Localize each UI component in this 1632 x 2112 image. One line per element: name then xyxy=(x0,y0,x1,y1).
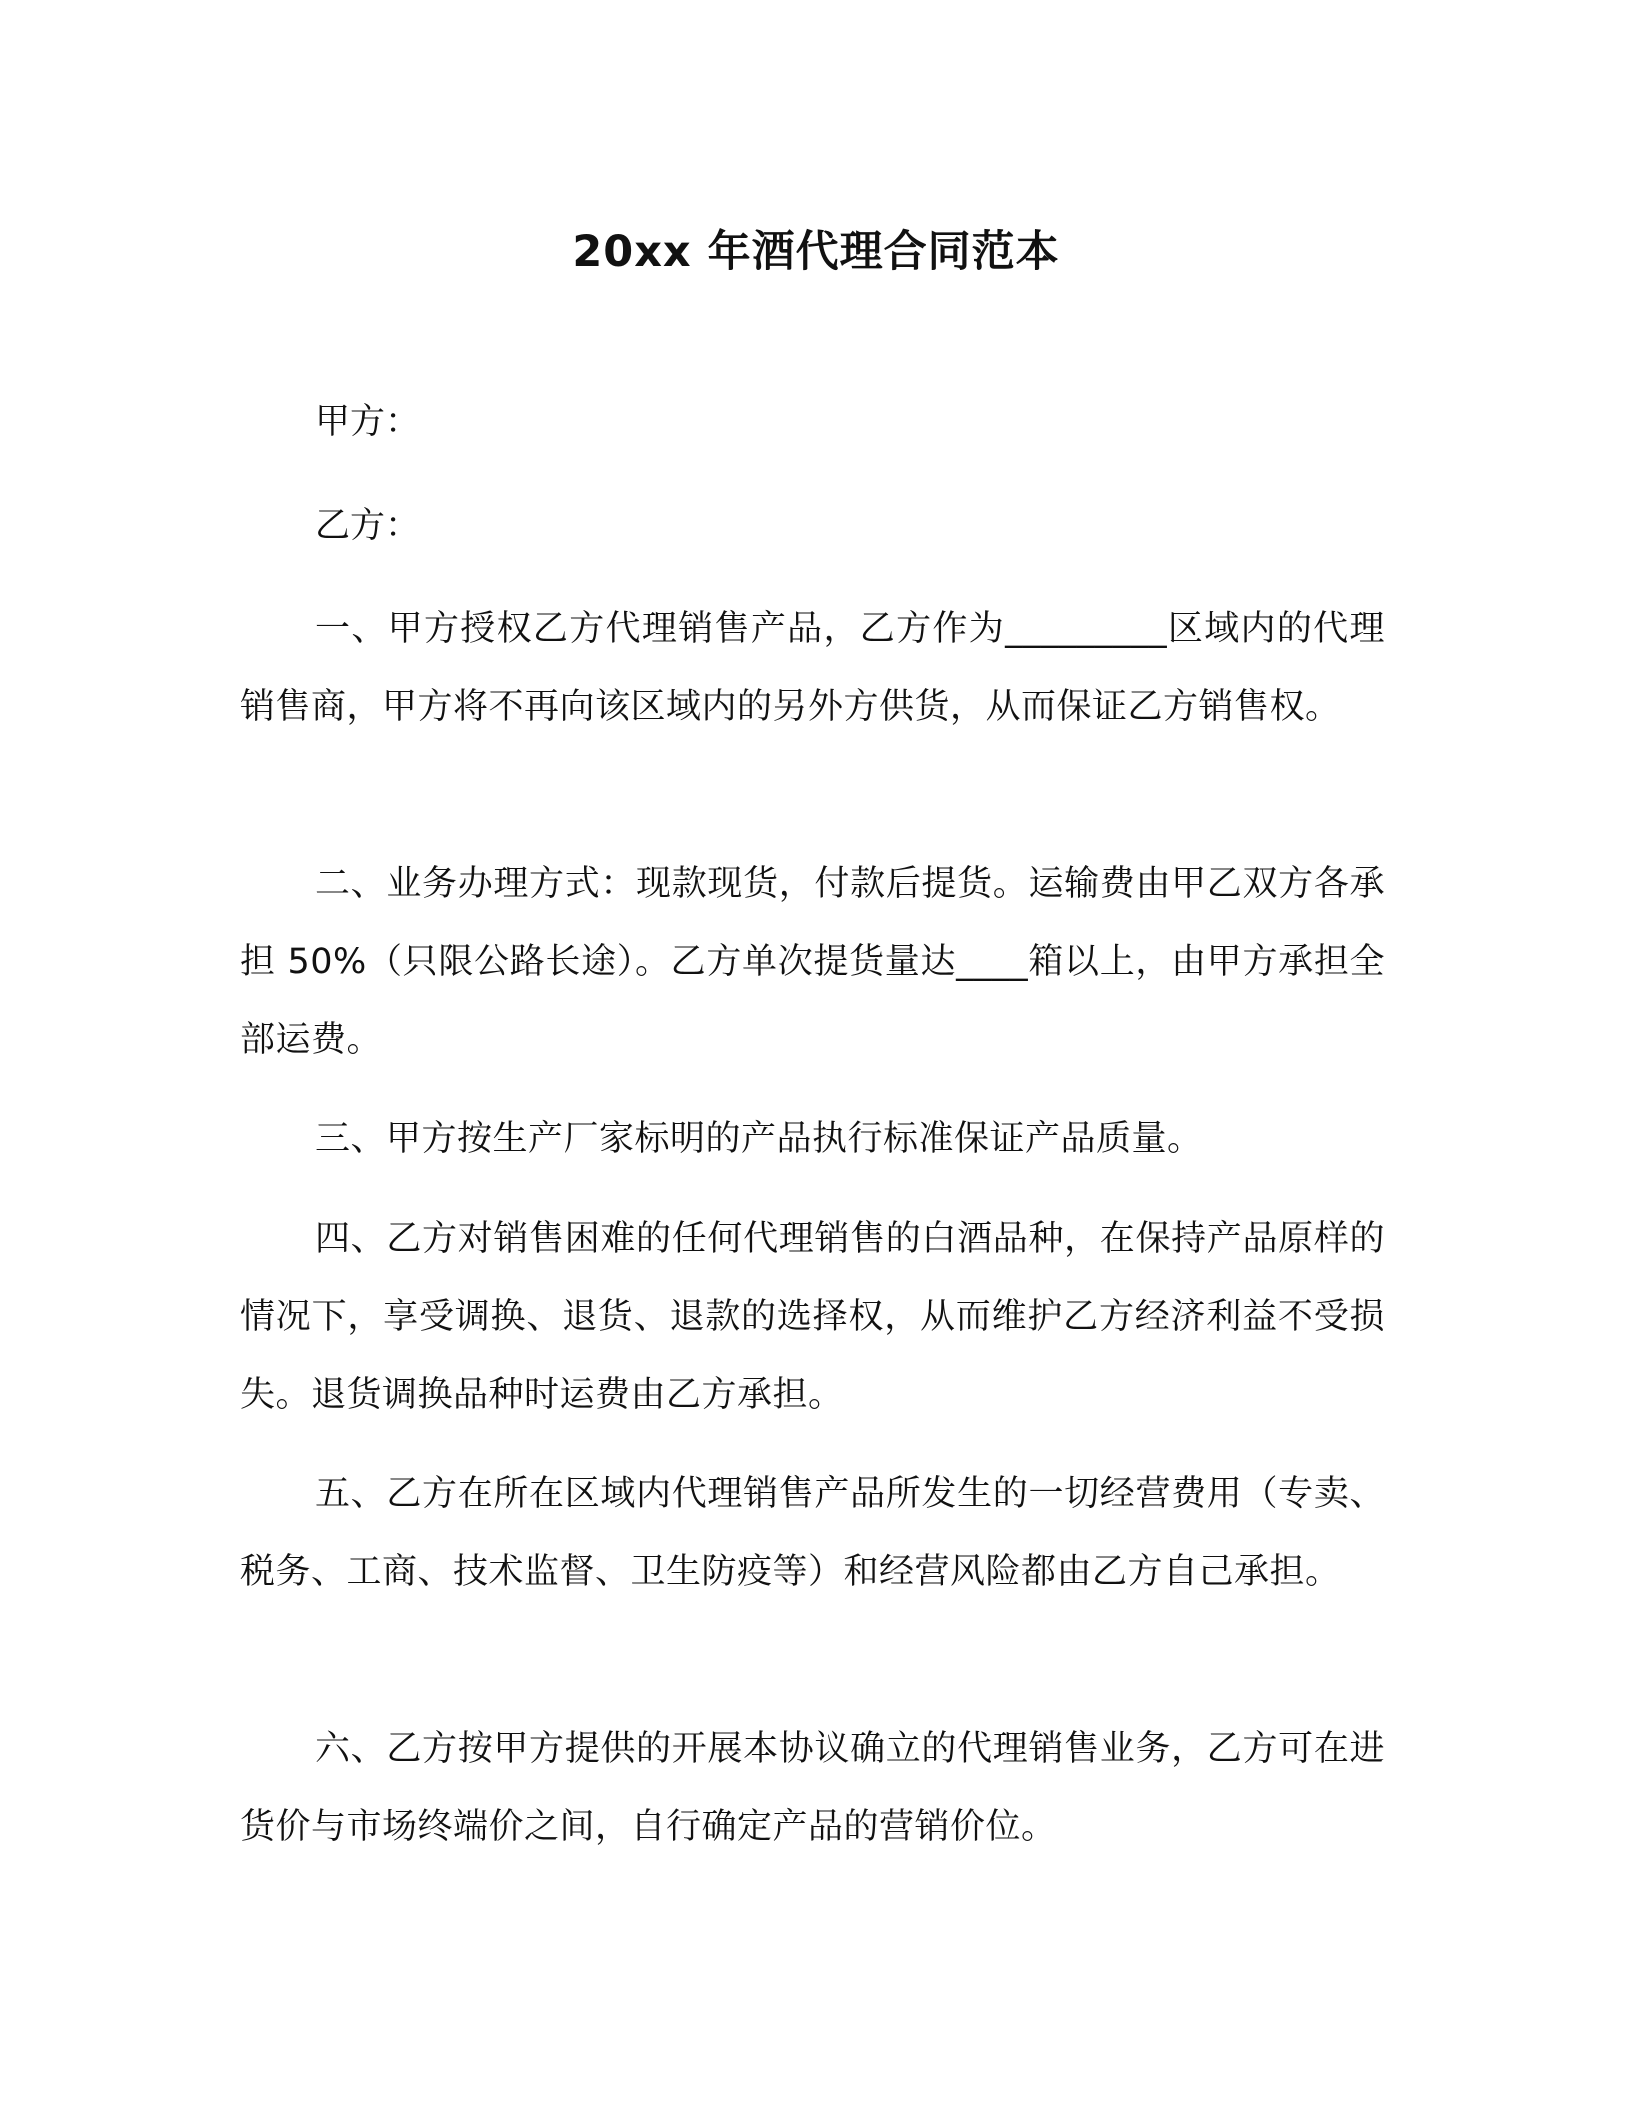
clause-4: 四、乙方对销售困难的任何代理销售的白酒品种，在保持产品原样的情况下，享受调换、退货、退款的选择权，从而维护乙方经济利益不受损失。退货调换品种时运费由乙方承担。 xyxy=(240,1219,1385,1415)
clause-2: 二、业务办理方式：现款现货，付款后提货。运输费由甲乙双方各承担 50%（只限公路长途）。乙方单次提货量达____箱以上，由甲方承担全部运费。 xyxy=(240,864,1385,1060)
party-a-label: 甲方： xyxy=(315,402,421,442)
clause-3: 三、甲方按生产厂家标明的产品执行标准保证产品质量。 xyxy=(315,1119,1203,1159)
clause-1: 一、甲方授权乙方代理销售产品，乙方作为_________区域内的代理销售商，甲方将不再向该区域内的另外方供货，从而保证乙方销售权。 xyxy=(240,609,1385,727)
clause-6: 六、乙方按甲方提供的开展本协议确立的代理销售业务，乙方可在进货价与市场终端价之间，自行确定产品的营销价位。 xyxy=(240,1729,1385,1847)
clause-5: 五、乙方在所在区域内代理销售产品所发生的一切经营费用（专卖、税务、工商、技术监督、卫生防疫等）和经营风险都由乙方自己承担。 xyxy=(240,1474,1385,1592)
document-title: 20xx 年酒代理合同范本 xyxy=(572,227,1060,277)
party-b-label: 乙方： xyxy=(315,506,421,546)
